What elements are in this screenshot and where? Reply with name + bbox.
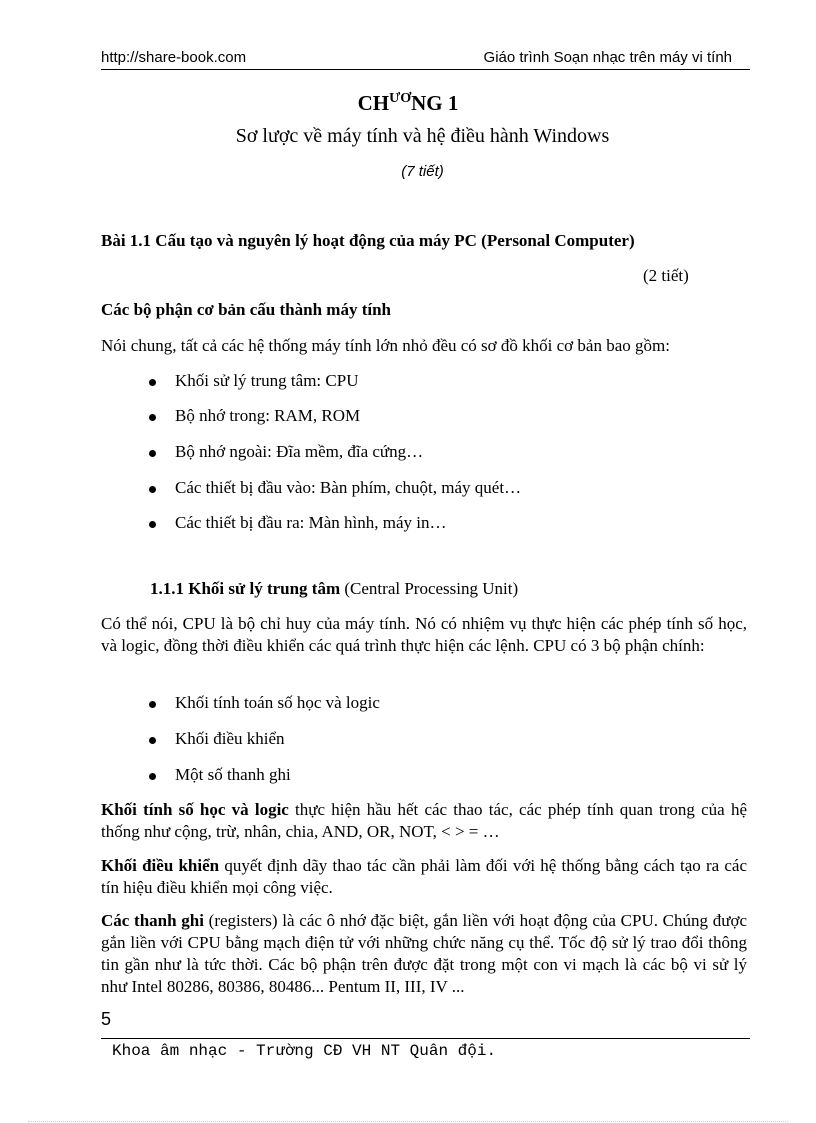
lesson-heading: Bài 1.1 Cấu tạo và nguyên lý hoạt động của máy PC (Personal Computer) [101, 231, 635, 250]
section-cpu-heading-normal: (Central Processing Unit) [340, 579, 519, 598]
section-cpu-heading-bold: 1.1.1 Khối sử lý trung tâm [150, 579, 341, 598]
chapter-title [0, 91, 816, 116]
list-item-text: Khối điều khiển [175, 729, 285, 748]
control-term: Khối điều khiển [101, 856, 220, 875]
footer-divider [101, 1038, 750, 1039]
chapter-title-suffix: NG 1 [411, 91, 459, 115]
list-item-text: Một số thanh ghi [175, 765, 291, 784]
bullet-icon [149, 450, 156, 457]
footer-text: Khoa âm nhạc - Trường CĐ VH NT Quân đội. [112, 1042, 497, 1060]
section-cpu-intro: Có thể nói, CPU là bộ chỉ huy của máy tính. Nó có nhiệm vụ thực hiện các phép tính số học, và logic, đồng thời điều khiển các quá trình thực hiện các lệnh. CPU có 3 bộ phận chính: [101, 614, 747, 655]
list-item-text: Khối tính toán số học và logic [175, 693, 380, 712]
list-item-text: Khối sử lý trung tâm: CPU [175, 371, 359, 390]
bullet-icon [149, 521, 156, 528]
section-basic-heading: Các bộ phận cơ bản cấu thành máy tính [101, 300, 391, 319]
registers-term: Các thanh ghi [101, 911, 204, 930]
bullet-icon [149, 379, 156, 386]
header-website: http://share-book.com [101, 49, 247, 66]
page-bottom-border [28, 1121, 788, 1122]
control-paragraph [101, 855, 747, 899]
control-description: quyết định dãy thao tác cần phải làm đối với hệ thống bằng cách tạo ra các tín hiệu điều khiển mọi công việc. [101, 856, 748, 897]
chapter-title-prefix: CH [357, 91, 390, 115]
bullet-icon [149, 737, 156, 744]
list-item-text: Các thiết bị đầu vào: Bàn phím, chuột, máy quét… [175, 478, 522, 497]
page-header [101, 48, 750, 70]
bullet-icon [149, 486, 156, 493]
bullet-icon [149, 414, 156, 421]
chapter-periods: (7 tiết) [401, 163, 444, 180]
lesson-periods: (2 tiết) [643, 266, 689, 285]
registers-paragraph [101, 910, 747, 998]
alu-description: thực hiện hầu hết các thao tác, các phép tính quan trong của hệ thống như cộng, trừ, nhân, chia, AND, OR, NOT, < > = … [101, 800, 747, 841]
page-number: 5 [101, 1009, 112, 1029]
chapter-subtitle: Sơ lược về máy tính và hệ điều hành Windows [235, 125, 610, 147]
list-item-text: Các thiết bị đầu ra: Màn hình, máy in… [175, 513, 447, 532]
alu-term: Khối tính số học và logic [101, 800, 289, 819]
bullet-icon [149, 773, 156, 780]
chapter-title-superscript: ƯƠ [389, 91, 412, 106]
bullet-icon [149, 701, 156, 708]
list-item-text: Bộ nhớ ngoài: Đĩa mềm, đĩa cứng… [175, 442, 424, 461]
section-cpu-heading [150, 579, 518, 599]
section-basic-intro: Nói chung, tất cả các hệ thống máy tính lớn nhỏ đều có sơ đồ khối cơ bản bao gồm: [101, 336, 670, 355]
alu-paragraph [101, 799, 747, 843]
registers-description: (registers) là các ô nhớ đặc biệt, gắn liền với hoạt động của CPU. Chúng được gắn liền với CPU bằng mạch điện tử với những chức năng cụ thể. Tốc độ sử lý trao đổi thông tin gần như là tức thời. Các bộ phận trên được đặt trong một con vi mạch là các bộ vi sử lý như Intel 80286, 80386, 80486... Pentum II, III, IV ... [101, 911, 747, 996]
header-book-title: Giáo trình Soạn nhạc trên máy vi tính [483, 49, 732, 66]
list-item-text: Bộ nhớ trong: RAM, ROM [175, 406, 361, 425]
